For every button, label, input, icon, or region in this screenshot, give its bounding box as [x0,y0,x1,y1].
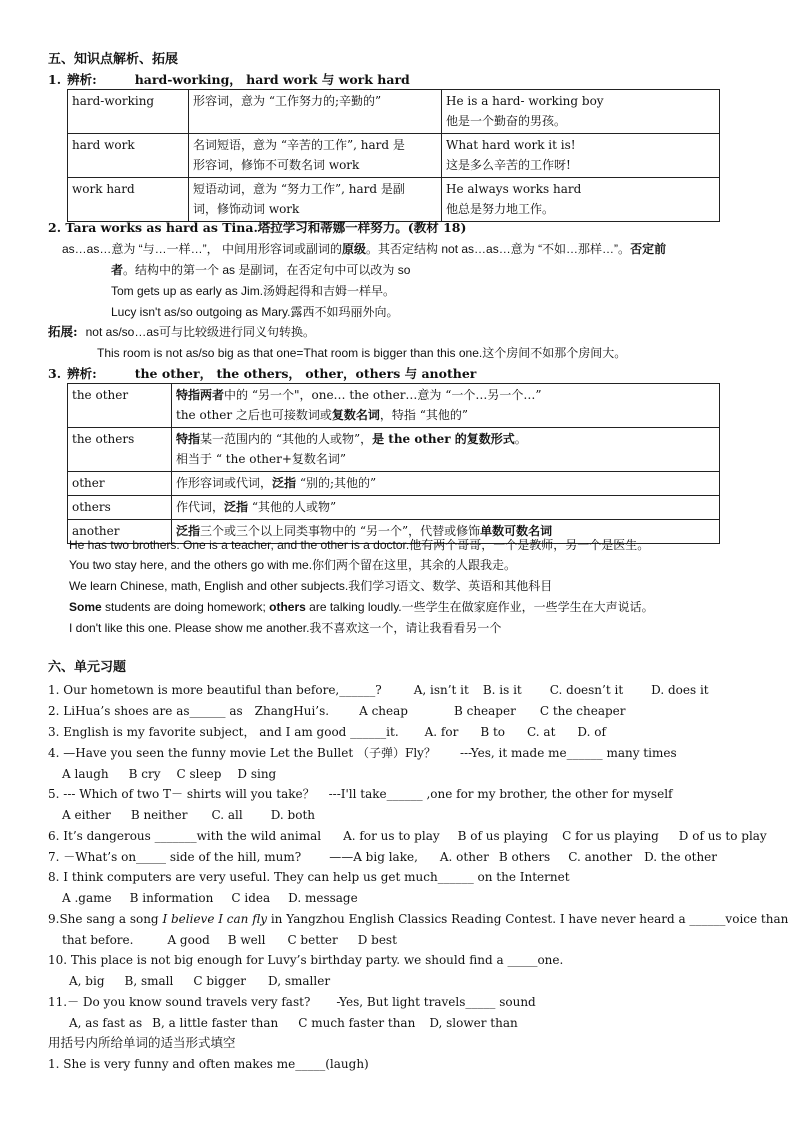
point-2-explanation-cont: 者。结构中的第一个 as 是副词，在否定句中可以改为 so [111,263,411,277]
question-11-options: A, as fast as B, a little faster than C much faster than D, slower than [69,1016,518,1030]
question-8-options: A .game B information C idea D. message [62,891,358,905]
question-3: 3. English is my favorite subject， and I am good ______it. A. for B to C. at D. of [48,725,606,739]
table-cell-desc: 作形容词或代词，泛指 “别的;其他的” [172,472,720,496]
point-2-header: 2. Tara works as hard as Tina.塔拉学习和蒂娜一样努力。(教材 18) [48,220,467,235]
table-cell-desc: 名词短语，意为 “辛苦的工作”, hard 是 形容词，修饰不可数名词 work [189,134,442,178]
question-5-options: A either B neither C. all D. both [62,808,316,822]
point-3-example-5: I don't like this one. Please show me another.我不喜欢这一个，请让我看看另一个 [69,621,502,635]
point-2-example-1: Tom gets up as early as Jim.汤姆起得和吉姆一样早。 [111,284,396,298]
table-cell-term: the other [68,384,172,428]
table-row [68,428,720,472]
fill-in-question-1: 1. She is very funny and often makes me_____(laugh) [48,1057,369,1071]
question-1: 1. Our hometown is more beautiful than before,______? A, isn’t it B. is it C. doesn’t it D. does it [48,683,709,697]
table-cell-term: others [68,496,172,520]
table-cell-desc: 形容词，意为 “工作努力的;辛勤的” [189,90,442,134]
point-2-explanation: as…as…意为 “与…一样…”， 中间用形容词或副词的原级。其否定结构 not as…as…意为 “不如…那样…”。否定前 [62,242,667,256]
table-cell-desc: 短语动词，意为 “努力工作”, hard 是副 词，修饰动词 work [189,178,442,222]
question-4: 4. —Have you seen the funny movie Let the Bullet （子弹）Fly？ ---Yes, it made me______ many times [48,746,677,760]
question-8: 8. I think computers are very useful. They can help us get much______ on the Internet [48,870,570,884]
table-row [68,496,720,520]
table-row [68,472,720,496]
table-row [68,134,720,178]
question-10: 10. This place is not big enough for Luvy’s birthday party. we should find a _____one. [48,953,564,967]
table-cell-term: hard work [68,134,189,178]
comparison-table-2 [67,383,720,544]
table-row [68,384,720,428]
table-cell-example: He is a hard- working boy 他是一个勤奋的男孩。 [442,90,720,134]
point-2-example-2: Lucy isn't as/so outgoing as Mary.露西不如玛丽外向。 [111,305,399,319]
point-1-header: 1. 辨析: hard-working， hard work 与 work hard [48,72,410,87]
table-cell-term: hard-working [68,90,189,134]
table-cell-term: another [68,520,172,544]
table-cell-desc: 特指两者中的 “另一个"，one… the other…意为 “一个…另一个…” the other 之后也可接数词或复数名词，特指 “其他的” [172,384,720,428]
question-7: 7. －What’s on_____ side of the hill, mum? ——A big lake, A. other B others C. another D. the other [48,850,718,864]
point-3-example-1: He has two brothers. One is a teacher, and the other is a doctor.他有两个哥哥，一个是教师，另一个是医生。 [69,538,650,552]
point-3-header: 3. 辨析: the other， the others， other，others 与 another [48,366,477,381]
section-5-title: 五、知识点解析、拓展 [48,52,179,67]
question-9-options: that before. A good B well C better D best [62,933,397,947]
question-11: 11.－ Do you know sound travels very fast? -Yes, But light travels_____ sound [48,995,536,1009]
extension-line: 拓展: not as/so…as可与比较级进行同义句转换。 [48,324,315,339]
question-9: 9.She sang a song I believe I can fly in Yangzhou English Classics Reading Contest. I have never heard a ______voice than [48,912,789,926]
table-row [68,178,720,222]
question-10-options: A, big B, small C bigger D, smaller [69,974,331,988]
question-5: 5. --- Which of two T－ shirts will you take？ ---I'll take______ ,one for my brother, the other for myself [48,787,673,801]
table-cell-term: work hard [68,178,189,222]
point-3-example-3: We learn Chinese, math, English and other subjects.我们学习语文、数学、英语和其他科目 [69,579,553,593]
table-cell-term: other [68,472,172,496]
table-cell-desc: 特指某一范围内的 “其他的人或物”，是 the other 的复数形式。 相当于 “ the other+复数名词” [172,428,720,472]
table-cell-example: What hard work it is! 这是多么辛苦的工作呀! [442,134,720,178]
table-cell-desc: 作代词，泛指 “其他的人或物” [172,496,720,520]
point-3-example-4: Some students are doing homework; others are talking loudly.一些学生在做家庭作业，一些学生在大声说话。 [69,600,654,614]
table-cell-example: He always works hard 他总是努力地工作。 [442,178,720,222]
question-4-options: A laugh B cry C sleep D sing [62,767,277,781]
point-3-example-2: You two stay here, and the others go with me.你们两个留在这里，其余的人跟我走。 [69,558,517,572]
table-cell-desc: 泛指三个或三个以上同类事物中的 “另一个”，代替或修饰单数可数名词 [172,520,720,544]
comparison-table-1 [67,89,720,222]
table-cell-term: the others [68,428,172,472]
section-6-title: 六、单元习题 [48,660,127,675]
question-2: 2. LiHua’s shoes are as______ as ZhangHui’s. A cheap B cheaper C the cheaper [48,704,626,718]
extension-example: This room is not as/so big as that one=That room is bigger than this one.这个房间不如那个房间大。 [97,346,627,360]
question-6: 6. It’s dangerous _______with the wild animal A. for us to play B of us playing C for us playing D of us to play [48,829,767,843]
table-row [68,90,720,134]
fill-in-title: 用括号内所给单词的适当形式填空 [48,1036,236,1050]
